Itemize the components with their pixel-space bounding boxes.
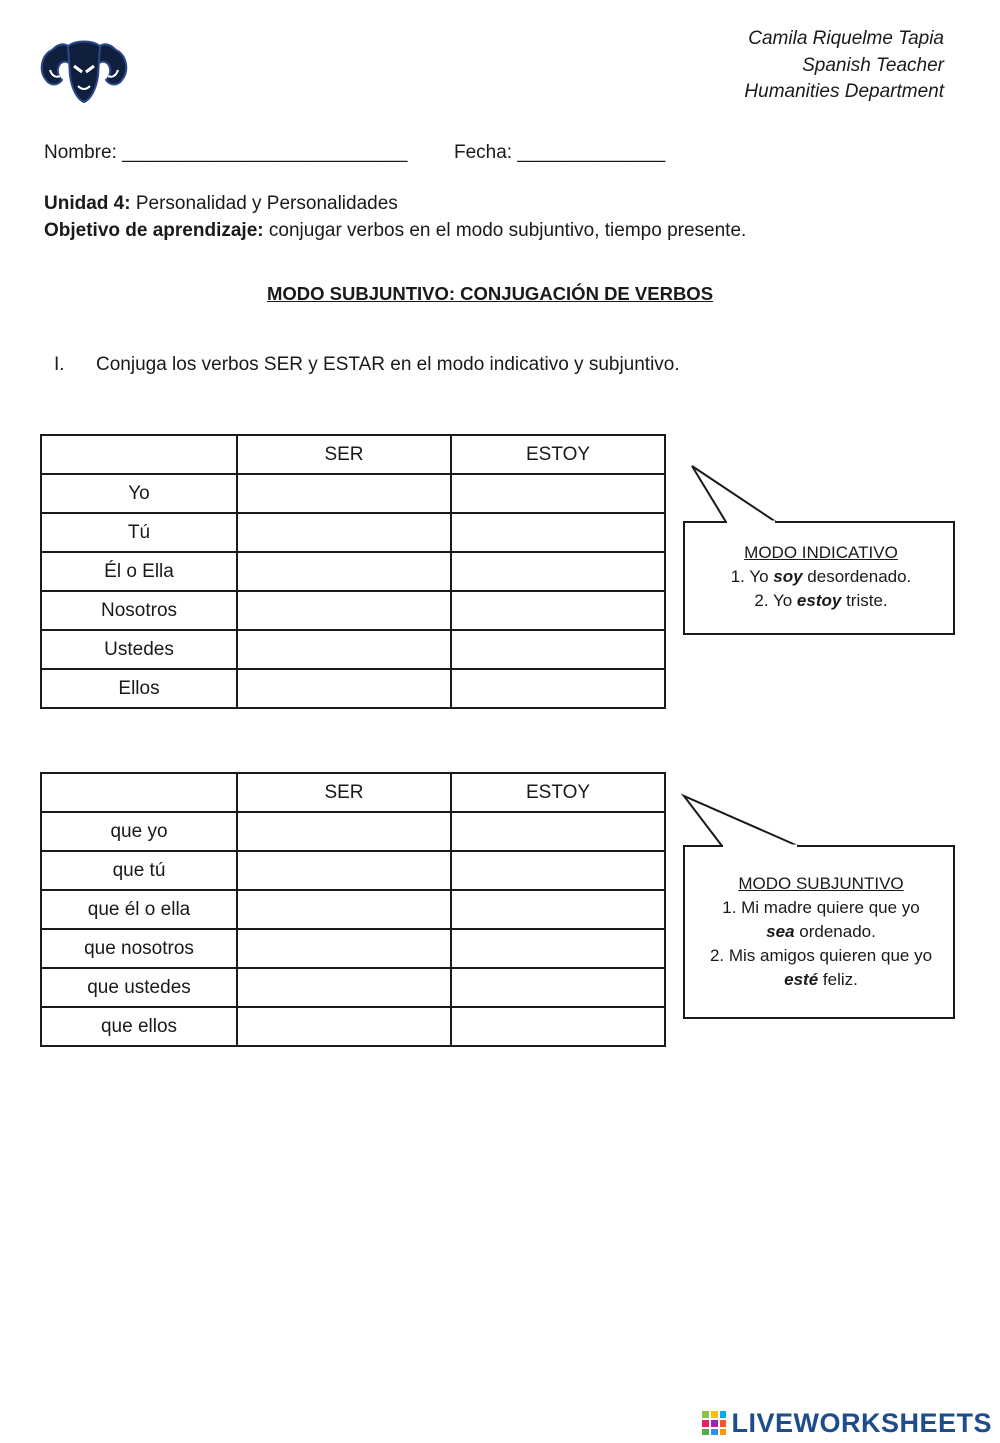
answer-cell[interactable] bbox=[451, 591, 665, 630]
answer-cell[interactable] bbox=[451, 812, 665, 851]
example-text: desordenado. bbox=[802, 567, 912, 586]
teacher-role: Spanish Teacher bbox=[802, 54, 944, 76]
pronoun-cell: Nosotros bbox=[41, 591, 237, 630]
indicative-heading: MODO INDICATIVO bbox=[744, 543, 898, 562]
pronoun-cell: Ellos bbox=[41, 669, 237, 708]
objective-line bbox=[44, 220, 746, 242]
answer-cell[interactable] bbox=[237, 669, 451, 708]
example-text: feliz. bbox=[818, 970, 858, 989]
answer-cell[interactable] bbox=[237, 812, 451, 851]
table-row bbox=[41, 812, 665, 851]
answer-cell[interactable] bbox=[237, 890, 451, 929]
table-row bbox=[41, 1007, 665, 1046]
answer-cell[interactable] bbox=[451, 1007, 665, 1046]
liveworksheets-icon bbox=[701, 1410, 727, 1436]
example-text: 1. Yo bbox=[730, 567, 774, 586]
subjunctive-example-2-verb-line bbox=[684, 968, 958, 992]
header-cell-estoy: ESTOY bbox=[451, 773, 665, 812]
answer-cell[interactable] bbox=[237, 851, 451, 890]
liveworksheets-text: LIVEWORKSHEETS bbox=[731, 1407, 992, 1438]
answer-cell[interactable] bbox=[451, 851, 665, 890]
header-cell-ser: SER bbox=[237, 435, 451, 474]
indicative-example-1 bbox=[684, 565, 958, 589]
liveworksheets-logo bbox=[701, 1406, 992, 1440]
answer-cell[interactable] bbox=[451, 474, 665, 513]
answer-cell[interactable] bbox=[237, 474, 451, 513]
pronoun-cell: Él o Ella bbox=[41, 552, 237, 591]
example-verb: soy bbox=[773, 567, 803, 586]
pronoun-cell: Yo bbox=[41, 474, 237, 513]
unit-line bbox=[44, 193, 398, 215]
indicative-table bbox=[40, 434, 666, 709]
answer-cell[interactable] bbox=[451, 929, 665, 968]
header-cell-estoy: ESTOY bbox=[451, 435, 665, 474]
pronoun-cell: Ustedes bbox=[41, 630, 237, 669]
answer-cell[interactable] bbox=[451, 968, 665, 1007]
answer-cell[interactable] bbox=[451, 630, 665, 669]
answer-cell[interactable] bbox=[237, 968, 451, 1007]
subjunctive-example-2-line: 2. Mis amigos quieren que yo bbox=[709, 946, 933, 965]
table-row bbox=[41, 513, 665, 552]
name-label: Nombre: bbox=[44, 142, 117, 163]
table-row bbox=[41, 474, 665, 513]
answer-cell[interactable] bbox=[237, 929, 451, 968]
header-cell bbox=[41, 435, 237, 474]
date-field-row bbox=[454, 142, 665, 164]
teacher-name: Camila Riquelme Tapia bbox=[748, 28, 944, 49]
example-verb: estoy bbox=[796, 591, 842, 610]
pronoun-cell: que ustedes bbox=[41, 968, 237, 1007]
objective-label: Objetivo de aprendizaje: bbox=[44, 220, 264, 241]
example-text: 2. Yo bbox=[754, 591, 797, 610]
name-field[interactable]: ___________________________ bbox=[122, 142, 408, 163]
header-cell bbox=[41, 773, 237, 812]
subjunctive-table bbox=[40, 772, 666, 1047]
answer-cell[interactable] bbox=[237, 1007, 451, 1046]
subjunctive-example-1-verb-line bbox=[684, 920, 958, 944]
table-row bbox=[41, 890, 665, 929]
page-title: MODO SUBJUNTIVO: CONJUGACIÓN DE VERBOS bbox=[266, 283, 714, 304]
instruction-number: I. bbox=[54, 354, 65, 375]
instruction-text: Conjuga los verbos SER y ESTAR en el modo indicativo y subjuntivo. bbox=[96, 354, 680, 375]
example-text: triste. bbox=[841, 591, 888, 610]
name-field-row bbox=[44, 142, 407, 164]
pronoun-cell: que él o ella bbox=[41, 890, 237, 929]
table-header-row bbox=[41, 435, 665, 474]
table-row bbox=[41, 630, 665, 669]
pronoun-cell: que yo bbox=[41, 812, 237, 851]
ram-head-icon bbox=[38, 36, 130, 106]
pronoun-cell: que tú bbox=[41, 851, 237, 890]
table-row bbox=[41, 552, 665, 591]
example-verb: sea bbox=[766, 922, 795, 941]
table-row bbox=[41, 968, 665, 1007]
objective-value: conjugar verbos en el modo subjuntivo, tiempo presente. bbox=[268, 220, 747, 241]
indicative-example-2 bbox=[684, 589, 958, 613]
answer-cell[interactable] bbox=[451, 552, 665, 591]
header-cell-ser: SER bbox=[237, 773, 451, 812]
example-verb: esté bbox=[784, 970, 819, 989]
date-field[interactable]: ______________ bbox=[517, 142, 666, 163]
example-text: ordenado. bbox=[794, 922, 876, 941]
pronoun-cell: que ellos bbox=[41, 1007, 237, 1046]
subjunctive-examples bbox=[684, 872, 958, 992]
table-header-row bbox=[41, 773, 665, 812]
answer-cell[interactable] bbox=[451, 669, 665, 708]
table-row bbox=[41, 851, 665, 890]
date-label: Fecha: bbox=[454, 142, 513, 163]
pronoun-cell: Tú bbox=[41, 513, 237, 552]
answer-cell[interactable] bbox=[451, 513, 665, 552]
subjunctive-example-1-line: 1. Mi madre quiere que yo bbox=[722, 898, 920, 917]
answer-cell[interactable] bbox=[237, 513, 451, 552]
unit-value: Personalidad y Personalidades bbox=[135, 193, 398, 214]
answer-cell[interactable] bbox=[237, 630, 451, 669]
teacher-info bbox=[744, 26, 944, 106]
table-row bbox=[41, 669, 665, 708]
table-row bbox=[41, 929, 665, 968]
unit-label: Unidad 4: bbox=[44, 193, 131, 214]
table-row bbox=[41, 591, 665, 630]
answer-cell[interactable] bbox=[237, 552, 451, 591]
pronoun-cell: que nosotros bbox=[41, 929, 237, 968]
department: Humanities Department bbox=[744, 81, 944, 102]
indicative-examples bbox=[684, 541, 958, 613]
answer-cell[interactable] bbox=[451, 890, 665, 929]
subjunctive-heading: MODO SUBJUNTIVO bbox=[738, 874, 904, 893]
answer-cell[interactable] bbox=[237, 591, 451, 630]
